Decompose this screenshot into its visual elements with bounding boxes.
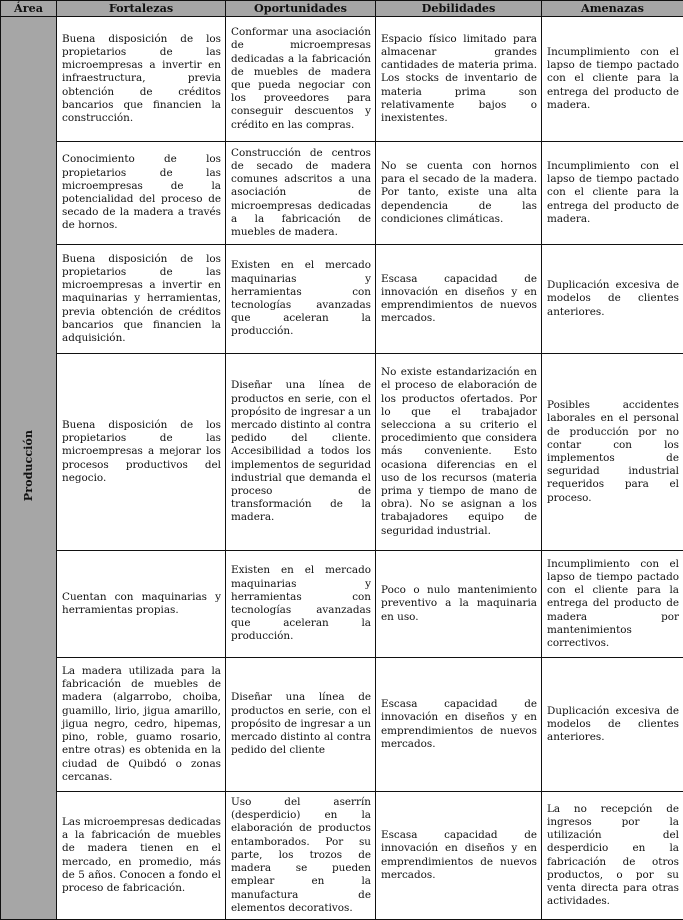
debilidad-cell: Espacio físico limitado para almacenar grandes cantidades de materia prima. Los stocks de inventario de materia prima son relativamente bajos o inexistentes.: [376, 17, 542, 142]
oportunidad-cell: Uso del aserrín (desperdicio) en la elaboración de productos entamborados. Por su parte, los trozos de madera se pueden emplear en la manufactura de elementos decorativos.: [226, 792, 376, 920]
table-header: [1, 1, 683, 17]
header-amenazas: Amenazas: [542, 1, 683, 17]
header-row: [1, 1, 683, 17]
oportunidad-cell: Conformar una asociación de microempresas dedicadas a la fabricación de muebles de madera que pueda negociar con los proveedores para conseguir descuentos y crédito en las compras.: [226, 17, 376, 142]
table-row: [1, 245, 683, 354]
header-debilidades: Debilidades: [376, 1, 542, 17]
fortaleza-cell: Buena disposición de los propietarios de las microempresas a invertir en maquinarias y herramientas, previa obtención de créditos bancarios que financien la adquisición.: [57, 245, 226, 354]
area-cell: [1, 17, 57, 920]
oportunidad-cell: Construcción de centros de secado de madera comunes adscritos a una asociación de microempresas dedicadas a la fabricación de muebles de madera.: [226, 142, 376, 245]
fortaleza-cell: Cuentan con maquinarias y herramientas propias.: [57, 551, 226, 658]
area-label: Producción: [22, 430, 35, 501]
debilidad-cell: No existe estandarización en el proceso de elaboración de los productos ofertados. Por lo que el trabajador selecciona a su criterio el procedimiento que considera más conveniente. Esto ocasiona diferencias en el uso de los recursos (materia prima y tiempo de mano de obra). No se asignan a los trabajadores equipo de seguridad industrial.: [376, 354, 542, 551]
amenaza-cell: Incumplimiento con el lapso de tiempo pactado con el cliente para la entrega del producto de madera por mantenimientos correctivos.: [542, 551, 683, 658]
fortaleza-cell: Buena disposición de los propietarios de las microempresas a mejorar los procesos productivos del negocio.: [57, 354, 226, 551]
oportunidad-cell: Diseñar una línea de productos en serie, con el propósito de ingresar a un mercado distinto al contra pedido del cliente: [226, 658, 376, 792]
fortaleza-cell: Las microempresas dedicadas a la fabricación de muebles de madera tienen en el mercado, en promedio, más de 5 años. Conocen a fondo el proceso de fabricación.: [57, 792, 226, 920]
debilidad-cell: Poco o nulo mantenimiento preventivo a la maquinaria en uso.: [376, 551, 542, 658]
amenaza-cell: Duplicación excesiva de modelos de clientes anteriores.: [542, 658, 683, 792]
amenaza-cell: Posibles accidentes laborales en el personal de producción por no contar con los implementos de seguridad industrial requeridos para el proceso.: [542, 354, 683, 551]
debilidad-cell: Escasa capacidad de innovación en diseños y en emprendimientos de nuevos mercados.: [376, 792, 542, 920]
oportunidad-cell: Existen en el mercado maquinarias y herramientas con tecnologías avanzadas que aceleran la producción.: [226, 245, 376, 354]
fortaleza-cell: La madera utilizada para la fabricación de muebles de madera (algarrobo, choiba, guamillo, lirio, jigua amarillo, jigua negro, cedro, hipemas, pino, roble, guamo rosario, entre otras) es obtenida en la ciudad de Quibdó o zonas cercanas.: [57, 658, 226, 792]
amenaza-cell: Incumplimiento con el lapso de tiempo pactado con el cliente para la entrega del producto de madera.: [542, 17, 683, 142]
fortaleza-cell: Conocimiento de los propietarios de las microempresas de la potencialidad del proceso de secado de la madera a través de hornos.: [57, 142, 226, 245]
table-body: [1, 17, 683, 920]
amenaza-cell: La no recepción de ingresos por la utilización del desperdicio en la fabricación de otros productos, o por su venta directa para otras actividades.: [542, 792, 683, 920]
table-row: [1, 17, 683, 142]
amenaza-cell: Incumplimiento con el lapso de tiempo pactado con el cliente para la entrega del producto de madera.: [542, 142, 683, 245]
table-row: [1, 354, 683, 551]
table-row: [1, 658, 683, 792]
debilidad-cell: Escasa capacidad de innovación en diseños y en emprendimientos de nuevos mercados.: [376, 245, 542, 354]
debilidad-cell: Escasa capacidad de innovación en diseños y en emprendimientos de nuevos mercados.: [376, 658, 542, 792]
table-row: [1, 142, 683, 245]
header-fortalezas: Fortalezas: [57, 1, 226, 17]
amenaza-cell: Duplicación excesiva de modelos de clientes anteriores.: [542, 245, 683, 354]
table-row: [1, 551, 683, 658]
debilidad-cell: No se cuenta con hornos para el secado de la madera. Por tanto, existe una alta dependencia de las condiciones climáticas.: [376, 142, 542, 245]
oportunidad-cell: Diseñar una línea de productos en serie, con el propósito de ingresar a un mercado distinto al contra pedido del cliente. Accesibilidad a todos los implementos de seguridad industrial que demanda el proceso de transformación de la madera.: [226, 354, 376, 551]
table-row: [1, 792, 683, 920]
header-oportunidades: Oportunidades: [226, 1, 376, 17]
oportunidad-cell: Existen en el mercado maquinarias y herramientas con tecnologías avanzadas que aceleran la producción.: [226, 551, 376, 658]
header-area: Área: [1, 1, 57, 17]
fortaleza-cell: Buena disposición de los propietarios de las microempresas a invertir en infraestructura, previa obtención de créditos bancarios que financien la construcción.: [57, 17, 226, 142]
